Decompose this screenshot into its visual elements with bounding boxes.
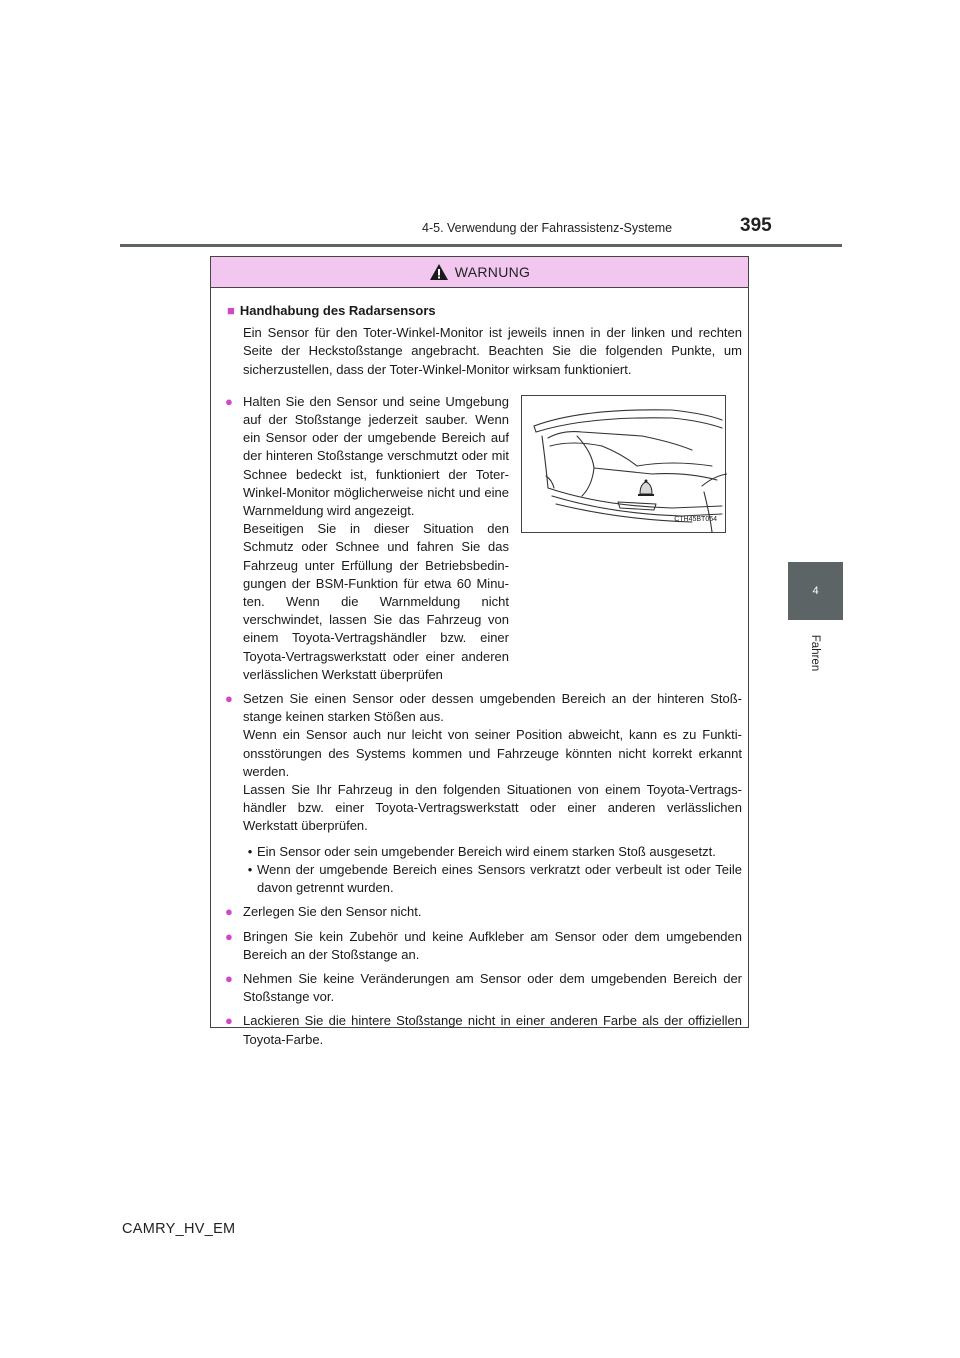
sensor-marker-icon xyxy=(638,479,654,496)
rear-bumper-illustration xyxy=(521,395,726,533)
bullet-text: Wenn ein Sensor auch nur leicht von seiner Position abweicht, kann es zu Funkti-onsstörungen des Systems kommen und Fahrzeuge könnten nicht korrekt erkannt werden. xyxy=(243,727,742,779)
bullet-text: Lackieren Sie die hintere Stoßstange nicht in einer anderen Farbe als der offiziellen Toyota-Farbe. xyxy=(243,1013,742,1047)
bullet-text: Beseitigen Sie in dieser Situation den Schmutz oder Schnee und fahren Sie das Fahrzeug unter Erfüllung der Betriebsbedin-gungen der BSM-Funktion für etwa 60 Minu-ten. Wenn die Warnmeldung nicht verschwindet, lassen Sie das Fahrzeug von einem Toyota-Vertragshändler bzw. einer Toyota-Vertragswerkstatt oder einer anderen verlässlichen Werkstatt überprüfen xyxy=(243,521,509,682)
bullet-text: Halten Sie den Sensor und seine Umgebung auf der Stoßstange jederzeit sauber. Wenn ein Sensor oder der umgebende Bereich auf der hinteren Stoßstange verschmutzt oder mit Schnee bedeckt ist, funktioniert der Toter-Winkel-Monitor möglicherweise nicht und eine Warnmeldung wird angezeigt. xyxy=(243,393,509,519)
small-bullet-icon: • xyxy=(247,843,253,859)
warning-header xyxy=(211,257,748,288)
sub-item-text: Wenn der umgebende Bereich eines Sensors verkratzt oder verbeult ist oder Teile davon getrennt wurden. xyxy=(257,861,742,896)
page-number: 395 xyxy=(740,215,772,236)
warning-body xyxy=(211,288,748,1049)
bullet-text: Setzen Sie einen Sensor oder dessen umgebenden Bereich an der hinteren Stoß-stange keinen starken Stößen aus. xyxy=(243,691,742,725)
sub-item-text: Ein Sensor oder sein umgebender Bereich wird einem starken Stoß ausgesetzt. xyxy=(257,843,716,859)
figure-label: CTH45BT064 xyxy=(674,515,717,523)
circle-bullet-icon: ● xyxy=(225,928,233,944)
sub-list-item xyxy=(243,861,742,897)
bullet-with-figure xyxy=(225,393,742,684)
sub-list xyxy=(225,843,742,898)
square-bullet-icon: ■ xyxy=(227,303,235,318)
list-item xyxy=(225,928,742,964)
circle-bullet-icon: ● xyxy=(225,970,233,986)
chapter-label-text: Fahren xyxy=(809,634,822,672)
list-item xyxy=(225,1012,742,1048)
bullet-text: Nehmen Sie keine Veränderungen am Sensor oder dem umgebenden Bereich der Stoßstange vor. xyxy=(243,970,742,1005)
list-item xyxy=(225,393,509,684)
document-code: CAMRY_HV_EM xyxy=(122,1221,236,1237)
warning-box xyxy=(210,256,749,1047)
circle-bullet-icon: ● xyxy=(225,691,233,707)
list-item xyxy=(225,690,742,836)
list-item xyxy=(225,903,742,921)
warning-triangle-icon xyxy=(429,263,449,281)
section-header: 4-5. Verwendung der Fahrassistenz-Systeme xyxy=(422,221,673,235)
header-rule xyxy=(120,244,842,247)
chapter-tab xyxy=(788,562,843,620)
section-title xyxy=(227,302,742,320)
bullet-text: Lassen Sie Ihr Fahrzeug in den folgenden Situationen von einem Toyota-Vertrags-händler bzw. einer Toyota-Vertragswerkstatt oder einer anderen verlässlichen Werkstatt überprüfen. xyxy=(243,782,742,834)
circle-bullet-icon: ● xyxy=(225,1013,233,1029)
chapter-number: 4 xyxy=(812,585,819,597)
list-item xyxy=(225,970,742,1006)
circle-bullet-icon: ● xyxy=(225,904,233,920)
bullet-text: Bringen Sie kein Zubehör und keine Aufkleber am Sensor oder dem umgebenden Bereich an der Stoßstange an. xyxy=(243,928,742,962)
warning-title: WARNUNG xyxy=(454,264,531,280)
circle-bullet-icon: ● xyxy=(225,393,233,409)
intro-paragraph: Ein Sensor für den Toter-Winkel-Monitor ist jeweils innen in der linken und rechten Seite der Heckstoßstange angebracht. Beachten Sie die folgenden Punkte, um sicherzustellen, dass der Toter-Winkel-Monitor wirksam funktioniert. xyxy=(243,325,742,377)
sub-list-item xyxy=(243,843,742,861)
bullet-text: Zerlegen Sie den Sensor nicht. xyxy=(243,904,422,920)
section-title-text: Handhabung des Radarsensors xyxy=(239,303,436,318)
small-bullet-icon: • xyxy=(247,861,253,877)
chapter-label xyxy=(778,628,853,678)
